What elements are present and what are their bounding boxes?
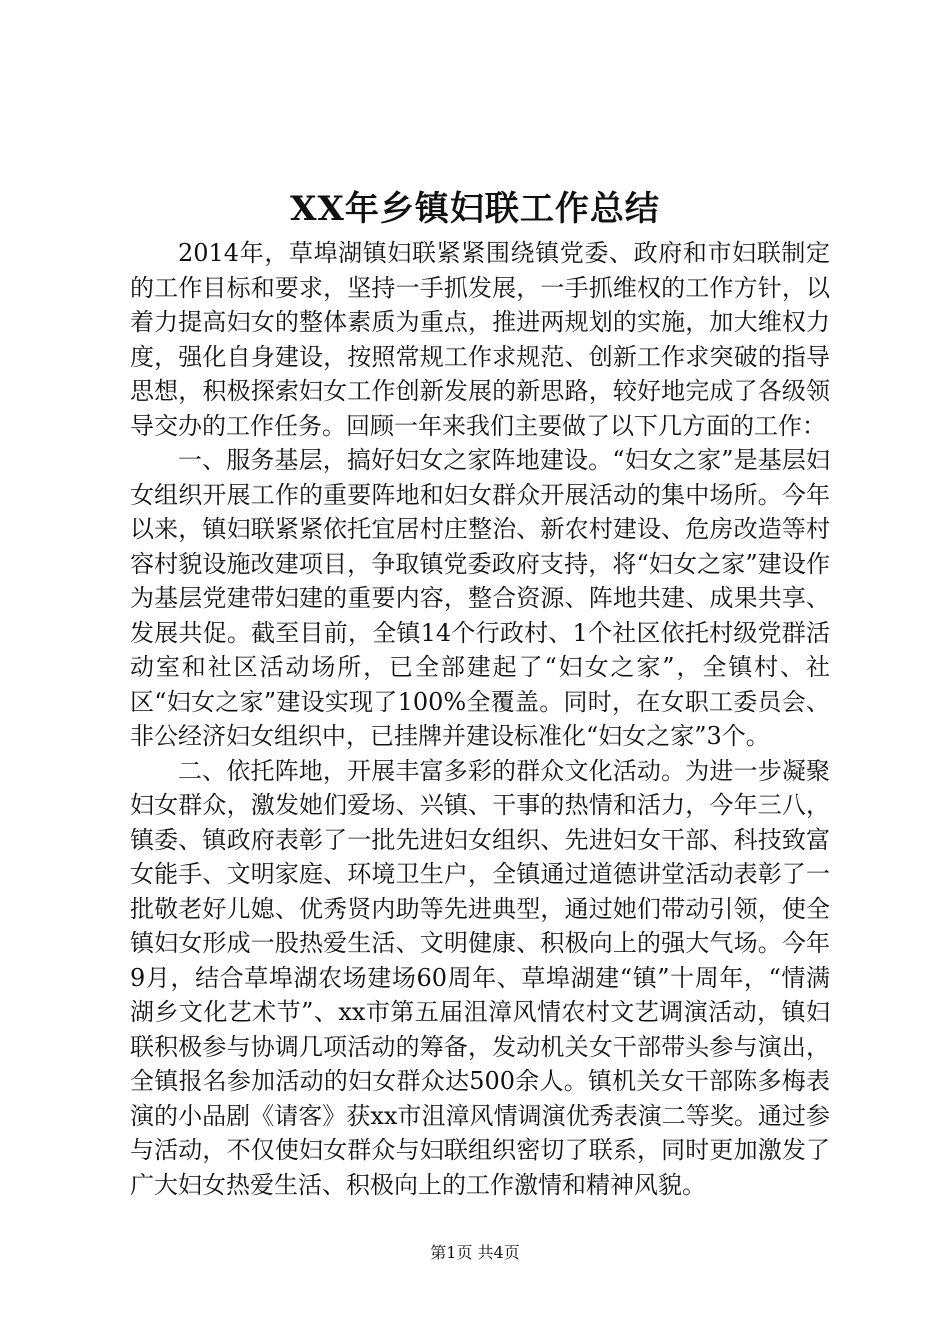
paragraph-section-two: 二、依托阵地，开展丰富多彩的群众文化活动。为进一步凝聚妇女群众，激发她们爱场、兴镇、干事的热情和活力，今年三八，镇委、镇政府表彰了一批先进妇女组织、先进妇女干部、科技致富女能手、文明家庭、环境卫生户，全镇通过道德讲堂活动表彰了一批敬老好儿媳、优秀贤内助等先进典型，通过她们带动引领，使全镇妇女形成一股热爱生活、文明健康、积极向上的强大气场。今年9月，结合草埠湖农场建场60周年、草埠湖建“镇”十周年，“情满湖乡文化艺术节”、xx市第五届沮漳风情农村文艺调演活动，镇妇联积极参与协调几项活动的筹备，发动机关女干部带头参与演出，全镇报名参加活动的妇女群众达500余人。镇机关女干部陈多梅表演的小品剧《请客》获xx市沮漳风情调演优秀表演二等奖。通过参与活动，不仅使妇女群众与妇联组织密切了联系，同时更加激发了广大妇女热爱生活、积极向上的工作激情和精神风貌。	[130, 756, 830, 1199]
page-footer: 第1页 共4页	[430, 1243, 520, 1262]
paragraph-intro: 2014年，草埠湖镇妇联紧紧围绕镇党委、政府和市妇联制定的工作目标和要求，坚持一手抓发展，一手抓维权的工作方针，以着力提高妇女的整体素质为重点，推进两规划的实施，加大维权力度，强化自身建设，按照常规工作求规范、创新工作求突破的指导思想，积极探索妇女工作创新发展的新思路，较好地完成了各级领导交办的工作任务。回顾一年来我们主要做了以下几方面的工作：	[130, 239, 830, 440]
document-body	[130, 236, 830, 1202]
paragraph-section-one: 一、服务基层，搞好妇女之家阵地建设。“妇女之家”是基层妇女组织开展工作的重要阵地和妇女群众开展活动的集中场所。今年以来，镇妇联紧紧依托宜居村庄整治、新农村建设、危房改造等村容村貌设施改建项目，争取镇党委政府支持，将“妇女之家”建设作为基层党建带妇建的重要内容，整合资源、阵地共建、成果共享、发展共促。截至目前，全镇14个行政村、1个社区依托村级党群活动室和社区活动场所，已全部建起了“妇女之家”，全镇村、社区“妇女之家”建设实现了100%全覆盖。同时，在女职工委员会、非公经济妇女组织中，已挂牌并建设标准化“妇女之家”3个。	[130, 446, 830, 750]
document-title: XX年乡镇妇联工作总结	[290, 189, 660, 229]
